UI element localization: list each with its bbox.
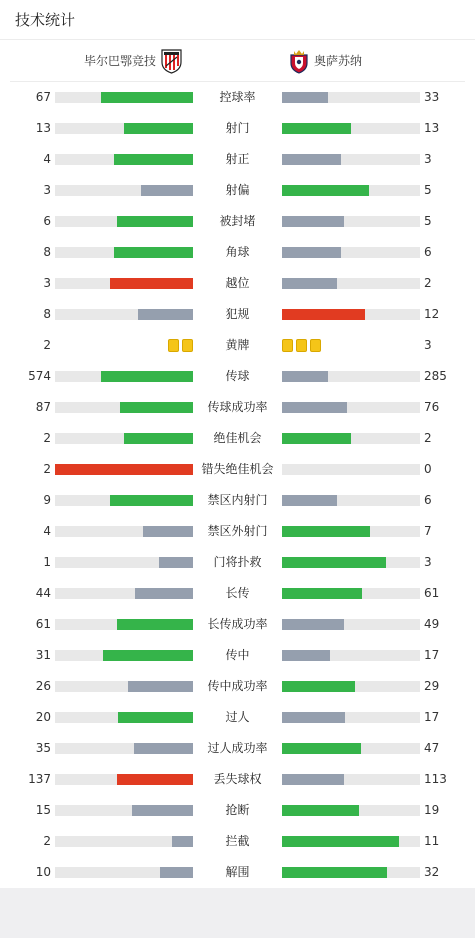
home-stat-bar-fill — [114, 247, 193, 258]
away-stat-bar-track — [282, 216, 420, 227]
yellow-card-icon — [282, 339, 293, 352]
away-stat-bar-fill — [282, 805, 359, 816]
away-stat-bar-track — [282, 526, 420, 537]
stat-row — [0, 826, 475, 857]
stat-row — [0, 206, 475, 237]
stat-row — [0, 640, 475, 671]
stat-label: 传球 — [225, 369, 250, 383]
away-stat-bar-fill — [282, 681, 355, 692]
home-stat-value: 15 — [35, 803, 51, 817]
away-stat-value: 49 — [424, 617, 440, 631]
away-stat-bar-fill — [282, 588, 362, 599]
away-stat-value: 2 — [424, 431, 432, 445]
stat-label: 丢失球权 — [213, 772, 262, 786]
home-stat-bar-fill — [138, 309, 193, 320]
home-stat-bar-track — [55, 588, 193, 599]
home-stat-bar-fill — [128, 681, 193, 692]
away-stat-bar-track — [282, 154, 420, 165]
home-stat-bar-track — [55, 557, 193, 568]
stat-row — [0, 671, 475, 702]
away-stat-bar-track — [282, 371, 420, 382]
stat-row — [0, 857, 475, 888]
away-stat-value: 32 — [424, 865, 440, 879]
away-stat-value: 5 — [424, 214, 432, 228]
away-stat-bar-track — [282, 588, 420, 599]
away-stat-bar-fill — [282, 526, 370, 537]
away-stat-bar-fill — [282, 495, 337, 506]
stat-label: 长传成功率 — [207, 617, 268, 631]
home-stat-bar-track — [55, 619, 193, 630]
away-stat-bar-track — [282, 495, 420, 506]
away-stat-bar-track — [282, 867, 420, 878]
stat-label: 射正 — [225, 152, 250, 166]
away-stat-value: 5 — [424, 183, 432, 197]
away-stat-value: 0 — [424, 462, 432, 476]
stat-label: 射偏 — [225, 183, 250, 197]
home-stat-bar-track — [55, 309, 193, 320]
home-stat-value: 8 — [43, 245, 51, 259]
away-stat-bar-track — [282, 836, 420, 847]
teams-header — [10, 40, 465, 82]
home-stat-bar-track — [55, 805, 193, 816]
stat-label: 传球成功率 — [207, 400, 268, 414]
stat-row — [0, 361, 475, 392]
stat-label: 拦截 — [225, 834, 250, 848]
home-stat-bar-fill — [141, 185, 193, 196]
away-stat-bar-fill — [282, 557, 386, 568]
away-stat-bar-track — [282, 309, 420, 320]
stats-list — [0, 82, 475, 888]
stat-row — [0, 392, 475, 423]
away-stat-value: 11 — [424, 834, 440, 848]
stat-label: 犯规 — [225, 307, 250, 321]
home-stat-bar-track — [55, 836, 193, 847]
stat-row — [0, 733, 475, 764]
home-stat-bar-fill — [160, 867, 193, 878]
stat-row — [0, 237, 475, 268]
home-stat-value: 2 — [43, 431, 51, 445]
home-stat-bar-fill — [55, 464, 193, 475]
home-stat-bar-track — [55, 185, 193, 196]
away-stat-bar-fill — [282, 867, 387, 878]
home-stat-value: 1 — [43, 555, 51, 569]
away-stat-bar-track — [282, 774, 420, 785]
away-stat-bar-fill — [282, 836, 399, 847]
away-stat-value: 3 — [424, 152, 432, 166]
stat-row — [0, 547, 475, 578]
away-stat-bar-track — [282, 92, 420, 103]
home-stat-bar-fill — [120, 402, 193, 413]
home-stat-value: 10 — [35, 865, 51, 879]
home-stat-value: 2 — [43, 338, 51, 352]
page-background-bottom — [0, 888, 475, 938]
away-stat-bar-track — [282, 650, 420, 661]
home-stat-value: 137 — [28, 772, 51, 786]
home-stat-value: 20 — [35, 710, 51, 724]
home-stat-bar-track — [55, 433, 193, 444]
stat-label: 过人成功率 — [207, 741, 268, 755]
away-stat-bar-track — [282, 185, 420, 196]
yellow-card-icon — [168, 339, 179, 352]
home-stat-bar-track — [55, 650, 193, 661]
away-stat-value: 29 — [424, 679, 440, 693]
home-stat-bar-track — [55, 92, 193, 103]
yellow-card-icon — [182, 339, 193, 352]
home-stat-value: 4 — [43, 524, 51, 538]
stat-row — [0, 485, 475, 516]
home-stat-bar-track — [55, 712, 193, 723]
osasuna-crest-icon — [288, 48, 310, 74]
stat-row — [0, 516, 475, 547]
away-stat-bar-track — [282, 743, 420, 754]
home-stat-bar-fill — [172, 836, 193, 847]
stat-label: 角球 — [225, 245, 250, 259]
home-stat-value: 574 — [28, 369, 51, 383]
home-stat-bar-fill — [134, 743, 193, 754]
home-team[interactable] — [84, 40, 183, 81]
home-stat-bar-fill — [143, 526, 193, 537]
stat-label: 禁区内射门 — [207, 493, 268, 507]
stat-label: 过人 — [225, 710, 250, 724]
yellow-card-icon — [310, 339, 321, 352]
away-stat-value: 76 — [424, 400, 440, 414]
home-stat-value: 6 — [43, 214, 51, 228]
away-stat-value: 47 — [424, 741, 440, 755]
away-stat-bar-fill — [282, 712, 345, 723]
away-stat-bar-track — [282, 712, 420, 723]
away-stat-bar-fill — [282, 216, 344, 227]
away-stat-value: 13 — [424, 121, 440, 135]
away-stat-value: 33 — [424, 90, 440, 104]
home-stat-bar-track — [55, 526, 193, 537]
stat-label: 禁区外射门 — [207, 524, 268, 538]
home-stat-value: 44 — [35, 586, 51, 600]
away-stat-bar-track — [282, 464, 420, 475]
page-title-bar — [0, 0, 475, 40]
home-stat-bar-fill — [103, 650, 193, 661]
away-stat-value: 61 — [424, 586, 440, 600]
away-team-name: 奥萨苏纳 — [314, 54, 363, 68]
home-stat-bar-fill — [110, 278, 193, 289]
away-stat-bar-track — [282, 402, 420, 413]
away-stat-value: 3 — [424, 555, 432, 569]
home-stat-bar-fill — [117, 619, 193, 630]
page-title: 技术统计 — [15, 11, 76, 29]
away-stat-bar-track — [282, 557, 420, 568]
away-stat-value: 6 — [424, 493, 432, 507]
home-stat-value: 3 — [43, 183, 51, 197]
stat-row — [0, 82, 475, 113]
home-stat-bar-track — [55, 371, 193, 382]
away-stat-value: 6 — [424, 245, 432, 259]
stat-label: 越位 — [225, 276, 250, 290]
home-stat-value: 31 — [35, 648, 51, 662]
home-stat-bar-fill — [118, 712, 193, 723]
home-stat-bar-track — [55, 464, 193, 475]
stat-row — [0, 423, 475, 454]
away-stat-value: 285 — [424, 369, 447, 383]
home-stat-bar-fill — [159, 557, 194, 568]
home-stat-value: 87 — [35, 400, 51, 414]
away-stat-value: 3 — [424, 338, 432, 352]
away-stat-bar-fill — [282, 309, 365, 320]
yellow-card-icon — [296, 339, 307, 352]
stat-label: 射门 — [225, 121, 250, 135]
home-team-name: 毕尔巴鄂竞技 — [83, 54, 156, 68]
home-stat-bar-track — [55, 867, 193, 878]
home-stat-value: 9 — [43, 493, 51, 507]
home-stat-bar-track — [55, 247, 193, 258]
away-yellow-cards — [282, 339, 321, 352]
away-stat-bar-fill — [282, 154, 341, 165]
stat-row — [0, 578, 475, 609]
stat-label: 黄牌 — [225, 338, 250, 352]
away-stat-bar-fill — [282, 650, 330, 661]
home-stat-value: 35 — [35, 741, 51, 755]
home-stat-value: 61 — [35, 617, 51, 631]
home-stat-bar-track — [55, 774, 193, 785]
home-stat-bar-track — [55, 402, 193, 413]
away-stat-bar-fill — [282, 743, 361, 754]
stat-label: 绝佳机会 — [213, 431, 262, 445]
home-stat-bar-track — [55, 216, 193, 227]
home-stat-bar-fill — [117, 216, 193, 227]
stat-row — [0, 299, 475, 330]
home-stat-bar-fill — [132, 805, 193, 816]
athletic-bilbao-crest-icon — [160, 48, 183, 74]
home-stat-bar-track — [55, 123, 193, 134]
away-stat-value: 113 — [424, 772, 447, 786]
stat-row — [0, 454, 475, 485]
away-stat-bar-track — [282, 278, 420, 289]
stat-label: 门将扑救 — [213, 555, 262, 569]
stat-row — [0, 113, 475, 144]
home-stat-bar-track — [55, 278, 193, 289]
stat-label: 被封堵 — [219, 214, 256, 228]
home-stat-value: 3 — [43, 276, 51, 290]
home-stat-value: 4 — [43, 152, 51, 166]
away-stat-bar-fill — [282, 185, 369, 196]
home-stat-bar-fill — [117, 774, 193, 785]
stat-row — [0, 175, 475, 206]
stat-row — [0, 609, 475, 640]
away-stat-value: 19 — [424, 803, 440, 817]
away-stat-bar-track — [282, 433, 420, 444]
stat-row — [0, 702, 475, 733]
away-stat-value: 17 — [424, 710, 440, 724]
stat-label: 传中成功率 — [207, 679, 268, 693]
stat-label: 解围 — [225, 865, 250, 879]
stat-label: 抢断 — [225, 803, 250, 817]
stat-label: 传中 — [225, 648, 250, 662]
home-stat-bar-fill — [114, 154, 193, 165]
home-stat-bar-track — [55, 743, 193, 754]
home-stat-bar-fill — [124, 123, 193, 134]
stat-row — [0, 764, 475, 795]
away-team[interactable] — [288, 40, 362, 81]
away-stat-bar-fill — [282, 433, 351, 444]
home-stat-bar-track — [55, 495, 193, 506]
home-stat-value: 2 — [43, 834, 51, 848]
home-stat-value: 8 — [43, 307, 51, 321]
away-stat-bar-fill — [282, 92, 328, 103]
away-stat-bar-track — [282, 805, 420, 816]
away-stat-bar-track — [282, 619, 420, 630]
home-stat-bar-track — [55, 681, 193, 692]
home-stat-value: 26 — [35, 679, 51, 693]
home-stat-value: 67 — [35, 90, 51, 104]
away-stat-bar-fill — [282, 278, 337, 289]
home-stat-bar-track — [55, 154, 193, 165]
stat-row — [0, 268, 475, 299]
home-stat-value: 2 — [43, 462, 51, 476]
away-stat-bar-fill — [282, 123, 351, 134]
away-stat-bar-fill — [282, 619, 344, 630]
stat-label: 控球率 — [219, 90, 256, 104]
away-stat-bar-fill — [282, 247, 341, 258]
home-stat-bar-fill — [101, 92, 193, 103]
home-stat-value: 13 — [35, 121, 51, 135]
stat-label: 长传 — [225, 586, 250, 600]
away-stat-bar-track — [282, 681, 420, 692]
stat-label: 错失绝佳机会 — [201, 462, 274, 476]
stat-row — [0, 144, 475, 175]
away-stat-bar-fill — [282, 402, 347, 413]
away-stat-value: 17 — [424, 648, 440, 662]
away-stat-value: 12 — [424, 307, 440, 321]
away-stat-bar-track — [282, 247, 420, 258]
stat-row — [0, 330, 475, 361]
away-stat-bar-track — [282, 123, 420, 134]
away-stat-bar-fill — [282, 371, 328, 382]
stat-row — [0, 795, 475, 826]
home-stat-bar-fill — [110, 495, 193, 506]
away-stat-value: 2 — [424, 276, 432, 290]
away-stat-value: 7 — [424, 524, 432, 538]
home-stat-bar-fill — [101, 371, 193, 382]
away-stat-bar-fill — [282, 774, 344, 785]
home-stat-bar-fill — [135, 588, 193, 599]
home-yellow-cards — [168, 339, 193, 352]
home-stat-bar-fill — [124, 433, 193, 444]
